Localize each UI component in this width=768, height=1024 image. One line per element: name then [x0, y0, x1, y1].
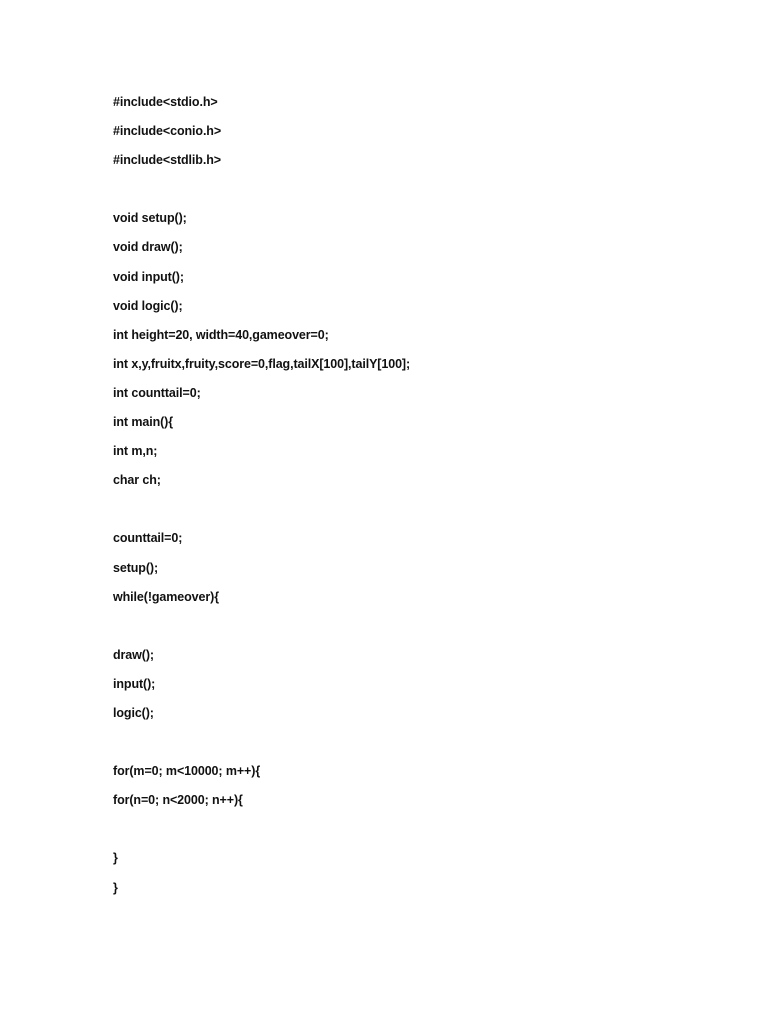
code-line: draw();	[113, 647, 154, 662]
blank-line	[113, 732, 713, 761]
code-line: }	[113, 851, 118, 866]
code-body	[113, 92, 713, 907]
code-line: char ch;	[113, 473, 161, 488]
code-line: #include<stdio.h>	[113, 95, 218, 109]
blank-line	[113, 179, 713, 208]
code-line: }	[113, 880, 118, 895]
code-line: for(m=0; m<10000; m++){	[113, 764, 261, 779]
code-line: int height=20, width=40,gameover=0;	[113, 327, 329, 342]
code-line: counttail=0;	[113, 531, 183, 546]
code-line: int m,n;	[113, 444, 158, 459]
code-line: int x,y,fruitx,fruity,score=0,flag,tailX[100],tailY[100];	[113, 356, 411, 371]
code-line: setup();	[113, 560, 159, 575]
blank-line	[113, 499, 713, 528]
code-line: void setup();	[113, 211, 187, 226]
blank-line	[113, 819, 713, 848]
code-line: void logic();	[113, 298, 183, 313]
code-line: #include<conio.h>	[113, 124, 222, 139]
code-line: while(!gameover){	[113, 589, 219, 604]
code-line: int main(){	[113, 415, 174, 430]
code-line: int counttail=0;	[113, 385, 201, 400]
code-line: input();	[113, 676, 156, 691]
code-line: for(n=0; n<2000; n++){	[113, 793, 243, 808]
code-line: void input();	[113, 269, 184, 284]
code-line: #include<stdlib.h>	[113, 153, 221, 168]
code-line: void draw();	[113, 240, 183, 255]
code-line: logic();	[113, 705, 154, 720]
blank-line	[113, 616, 713, 645]
